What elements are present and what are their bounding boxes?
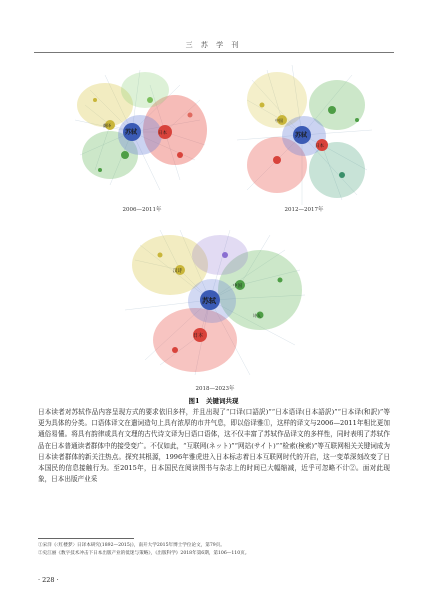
node-label-side-1: 日本 [193,333,204,339]
node-label-center: 苏轼 [125,129,138,136]
figure-title: 图1 关键词共现 [188,397,239,405]
network-graph-2018-2023 [120,225,310,380]
body-paragraph: 日本读者对苏轼作品内容呈现方式的要求依旧多样，并且出现了“口译(口語訳)”“日本语译(日本語訳)”“日本译(和訳)”等更为具体的分类。口语体译文在遣词造句上具有浓厚的市井气息，即以俗译雅①，这样的译文与2006—2011年相比更加通俗易懂。将具有韵律或具有文理的古代诗文译为日语口语体，这不仅丰富了苏轼作品译文的多样性，同时表明了苏轼作品在日本普通读者群体中的接受变广。不仅如此，“互联网(ネット)”“网站(サイト)”“检索(検索)”等互联网相关关键词成为日本读者群体的新关注热点。探究其根源，1996年雅虎进入日本标志着日本互联网时代的开启，这一变革深刻改变了日本国民的信息接触行为。至2015年，日本国民在阅读图书与杂志上的时间已大幅缩减，近乎可忽略不计②。面对此现象，日本出版产业采 [38,408,390,484]
node-label-center: 苏轼 [295,132,308,139]
header-rule [34,52,394,53]
footnote-1: ①宋洋《〈红楼梦〉日译本研究(1892—2015)》，南开大学2015年博士学位论文，第79页。 [38,543,225,548]
node-label-side-3: 中国 [233,284,242,289]
panel-caption-2006-2011: 2006—2011年 [122,207,162,213]
node-label-side-2: 中国 [275,118,283,123]
node-label-side-2: 汉诗 [173,269,182,274]
network-graph-2006-2011 [70,60,215,200]
body-text [38,407,390,485]
panel-caption-2018-2023: 2018—2023年 [195,386,235,392]
page-number: · 228 · [38,576,59,584]
panel-caption-2012-2017: 2012—2017年 [284,207,324,213]
graph-clusters [77,72,207,179]
journal-header: 三 苏 学 刊 [185,41,242,49]
node-label-side-1: 日本 [158,131,167,136]
footnote-rule [38,538,134,539]
network-graph-2012-2017 [232,60,377,210]
node-label-side-4: 诗人 [253,313,261,318]
node-label-side-2: 翻译 [103,123,111,128]
footnotes [38,542,390,558]
footnote-2: ②史江丽《数字技术冲击下日本出版产业的低迷与策略》，《出版科学》2018年第6期，第106—110页。 [38,551,250,556]
node-label-side-1: 日本 [315,144,324,149]
node-label-center: 苏轼 [202,297,216,305]
